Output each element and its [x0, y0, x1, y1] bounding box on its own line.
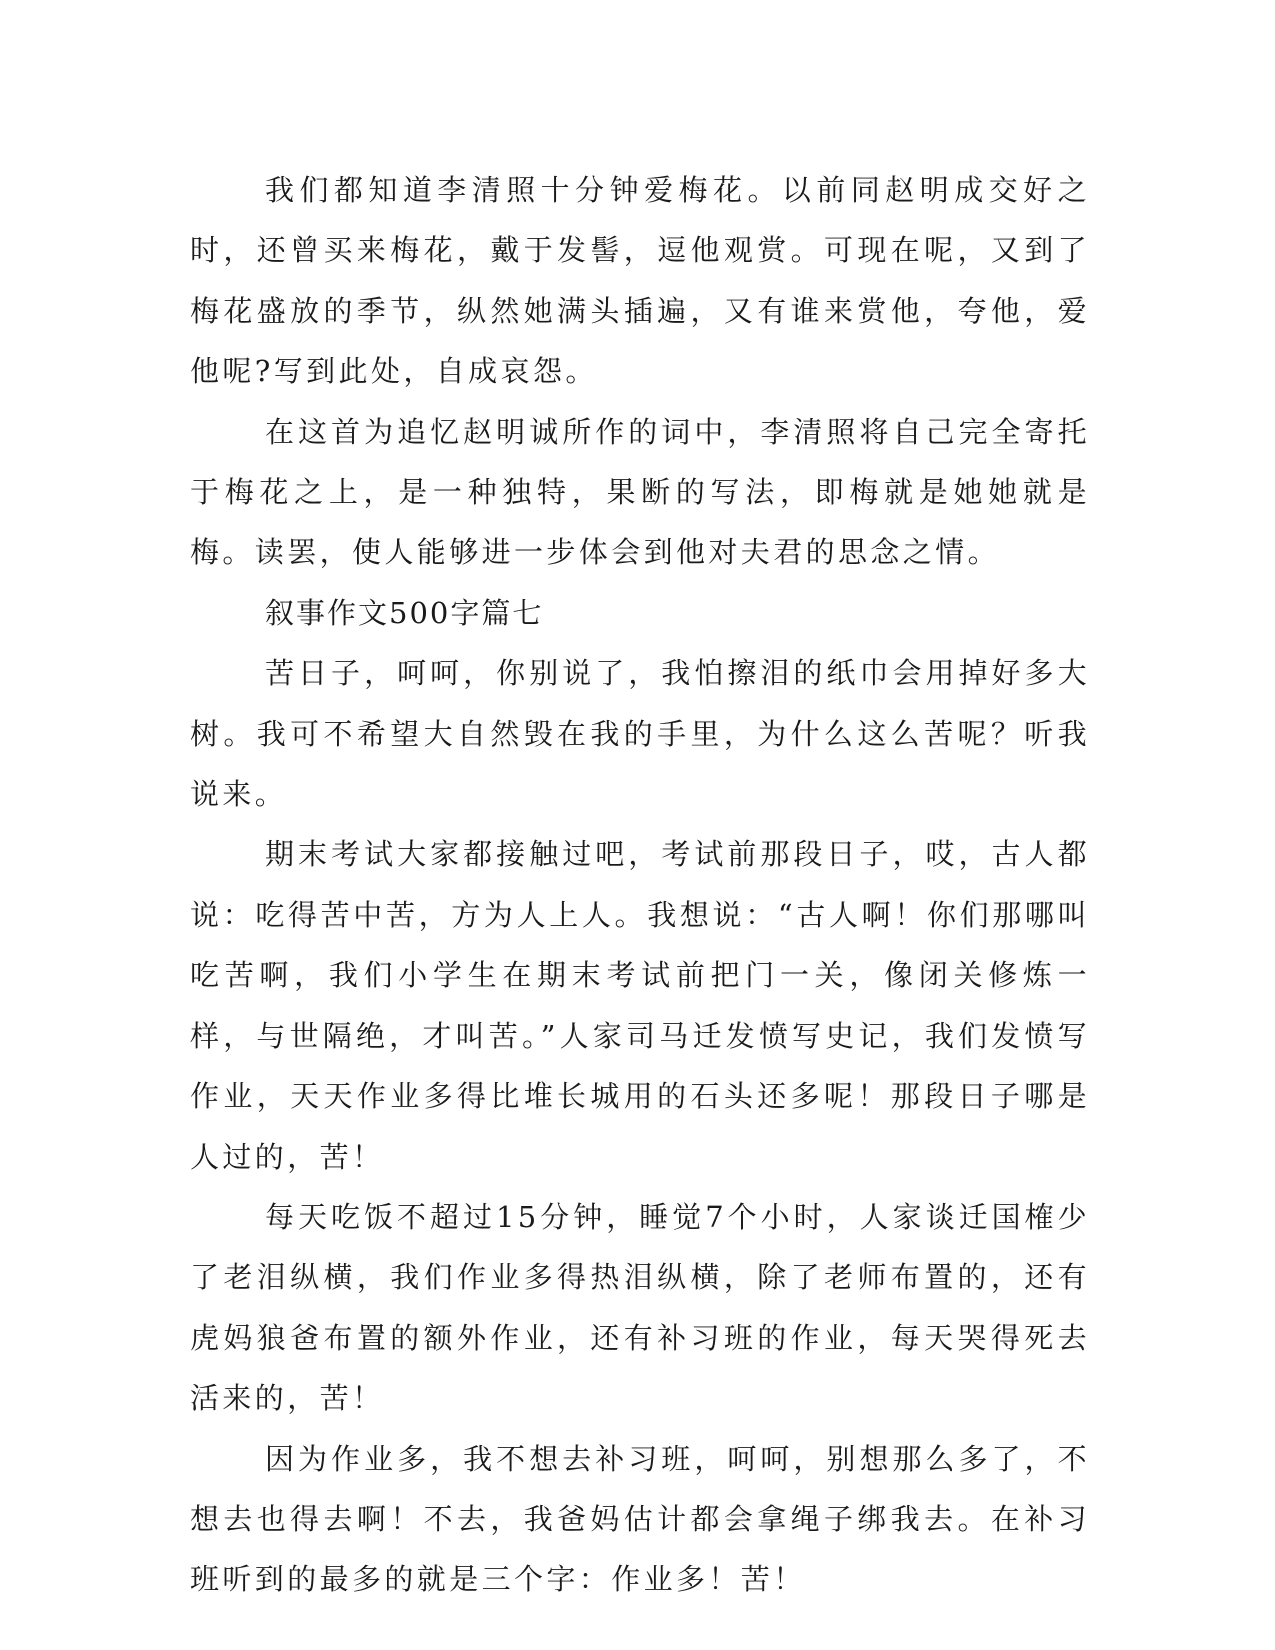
paragraph-bitter-days: 苦日子，呵呵，你别说了，我怕擦泪的纸巾会用掉好多大树。我可不希望大自然毁在我的手里，为什么这么苦呢？听我说来。	[190, 656, 1090, 812]
paragraph-tutoring-class: 因为作业多，我不想去补习班，呵呵，别想那么多了，不想去也得去啊！不去，我爸妈估计都会拿绳子绑我去。在补习班听到的最多的就是三个字：作业多！苦！	[190, 1441, 1090, 1597]
paragraph-plum-blossom: 我们都知道李清照十分钟爱梅花。以前同赵明成交好之时，还曾买来梅花，戴于发髻，逗他观赏。可现在呢，又到了梅花盛放的季节，纵然她满头插遍，又有谁来赏他，夸他，爱他呢?写到此处，自成哀怨。	[190, 173, 1090, 389]
paragraph-daily-routine: 每天吃饭不超过15分钟，睡觉7个小时，人家谈迁国榷少了老泪纵横，我们作业多得热泪纵横，除了老师布置的，还有虎妈狼爸布置的额外作业，还有补习班的作业，每天哭得死去活来的，苦！	[190, 1199, 1090, 1416]
document-body	[190, 160, 1090, 1610]
section-title: 叙事作文500字篇七	[265, 595, 544, 630]
paragraph-poem-analysis: 在这首为追忆赵明诚所作的词中，李清照将自己完全寄托于梅花之上，是一种独特，果断的写法，即梅就是她她就是梅。读罢，使人能够进一步体会到他对夫君的思念之情。	[190, 414, 1090, 570]
paragraph-final-exams: 期末考试大家都接触过吧，考试前那段日子，哎，古人都说：吃得苦中苦，方为人上人。我想说：“古人啊！你们那哪叫吃苦啊，我们小学生在期末考试前把门一关，像闭关修炼一样，与世隔绝，才叫苦。”人家司马迁发愤写史记，我们发愤写作业，天天作业多得比堆长城用的石头还多呢！那段日子哪是人过的，苦！	[190, 837, 1090, 1174]
